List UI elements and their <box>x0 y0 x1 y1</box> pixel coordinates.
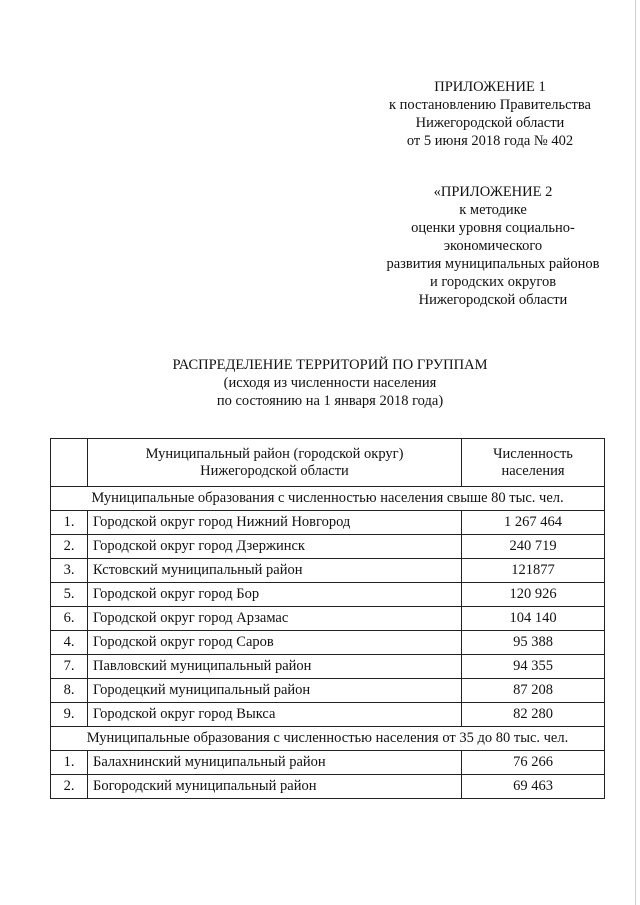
document-title-main: РАСПРЕДЕЛЕНИЕ ТЕРРИТОРИЙ ПО ГРУППАМ <box>172 357 488 373</box>
row-population: 120 926 <box>462 583 605 607</box>
table-row <box>51 559 605 583</box>
row-name: Кстовский муниципальный район <box>88 559 462 583</box>
row-number: 1. <box>51 751 88 775</box>
row-population: 1 267 464 <box>462 511 605 535</box>
appendix-2-line: оценки уровня социально- <box>411 220 575 236</box>
table-header-row <box>51 439 605 487</box>
row-number: 3. <box>51 559 88 583</box>
row-number: 1. <box>51 511 88 535</box>
table-row <box>51 535 605 559</box>
row-population: 82 280 <box>462 703 605 727</box>
table-row <box>51 607 605 631</box>
row-population: 94 355 <box>462 655 605 679</box>
table-row <box>51 751 605 775</box>
appendix-2-line: развития муниципальных районов <box>386 256 600 272</box>
table-row <box>51 631 605 655</box>
row-name: Городской округ город Выкса <box>88 703 462 727</box>
row-name: Богородский муниципальный район <box>88 775 462 799</box>
group-row <box>51 487 605 511</box>
row-name: Павловский муниципальный район <box>88 655 462 679</box>
group-label: Муниципальные образования с численностью населения от 35 до 80 тыс. чел. <box>51 727 605 751</box>
row-number: 2. <box>51 535 88 559</box>
appendix-1-line: к постановлению Правительства <box>389 97 591 113</box>
group-label: Муниципальные образования с численностью населения свыше 80 тыс. чел. <box>51 487 605 511</box>
appendix-1-header <box>370 78 610 150</box>
header-population-line: населения <box>501 462 565 479</box>
table-row <box>51 511 605 535</box>
appendix-2-header <box>358 183 628 309</box>
row-number: 4. <box>51 631 88 655</box>
row-number: 9. <box>51 703 88 727</box>
document-title <box>40 356 620 410</box>
page-edge-divider <box>635 0 636 905</box>
appendix-2-line: и городских округов <box>429 274 557 290</box>
row-name: Городской округ город Дзержинск <box>88 535 462 559</box>
header-population-line: Численность <box>493 445 573 462</box>
header-name-line: Муниципальный район (городской округ) <box>145 445 404 462</box>
appendix-2-line: к методике <box>459 202 527 218</box>
table-row <box>51 679 605 703</box>
row-number: 2. <box>51 775 88 799</box>
row-number: 7. <box>51 655 88 679</box>
row-name: Городской округ город Арзамас <box>88 607 462 631</box>
appendix-1-line: Нижегородской области <box>415 115 565 131</box>
row-name: Городской округ город Нижний Новгород <box>88 511 462 535</box>
row-name: Городской округ город Бор <box>88 583 462 607</box>
row-name: Городецкий муниципальный район <box>88 679 462 703</box>
appendix-1-title: ПРИЛОЖЕНИЕ 1 <box>434 79 546 95</box>
row-population: 87 208 <box>462 679 605 703</box>
header-name-cell <box>88 439 462 487</box>
header-number-cell <box>51 439 88 487</box>
table-row <box>51 703 605 727</box>
row-population: 104 140 <box>462 607 605 631</box>
row-population: 240 719 <box>462 535 605 559</box>
row-name: Балахнинский муниципальный район <box>88 751 462 775</box>
row-number: 5. <box>51 583 88 607</box>
header-name-line: Нижегородской области <box>200 462 349 479</box>
table-row <box>51 775 605 799</box>
distribution-table <box>50 438 605 799</box>
row-population: 95 388 <box>462 631 605 655</box>
row-population: 69 463 <box>462 775 605 799</box>
document-title-sub: по состоянию на 1 января 2018 года) <box>216 393 444 409</box>
row-name: Городской округ город Саров <box>88 631 462 655</box>
group-row <box>51 727 605 751</box>
document-title-sub: (исходя из численности населения <box>223 375 437 391</box>
header-population-cell <box>462 439 605 487</box>
table-row <box>51 655 605 679</box>
appendix-1-date-line: от 5 июня 2018 года № 402 <box>406 133 574 149</box>
appendix-2-title: «ПРИЛОЖЕНИЕ 2 <box>433 184 553 200</box>
appendix-2-line: экономического <box>443 238 543 254</box>
row-population: 121877 <box>462 559 605 583</box>
row-number: 8. <box>51 679 88 703</box>
appendix-2-line: Нижегородской области <box>418 292 568 308</box>
row-number: 6. <box>51 607 88 631</box>
row-population: 76 266 <box>462 751 605 775</box>
table-row <box>51 583 605 607</box>
